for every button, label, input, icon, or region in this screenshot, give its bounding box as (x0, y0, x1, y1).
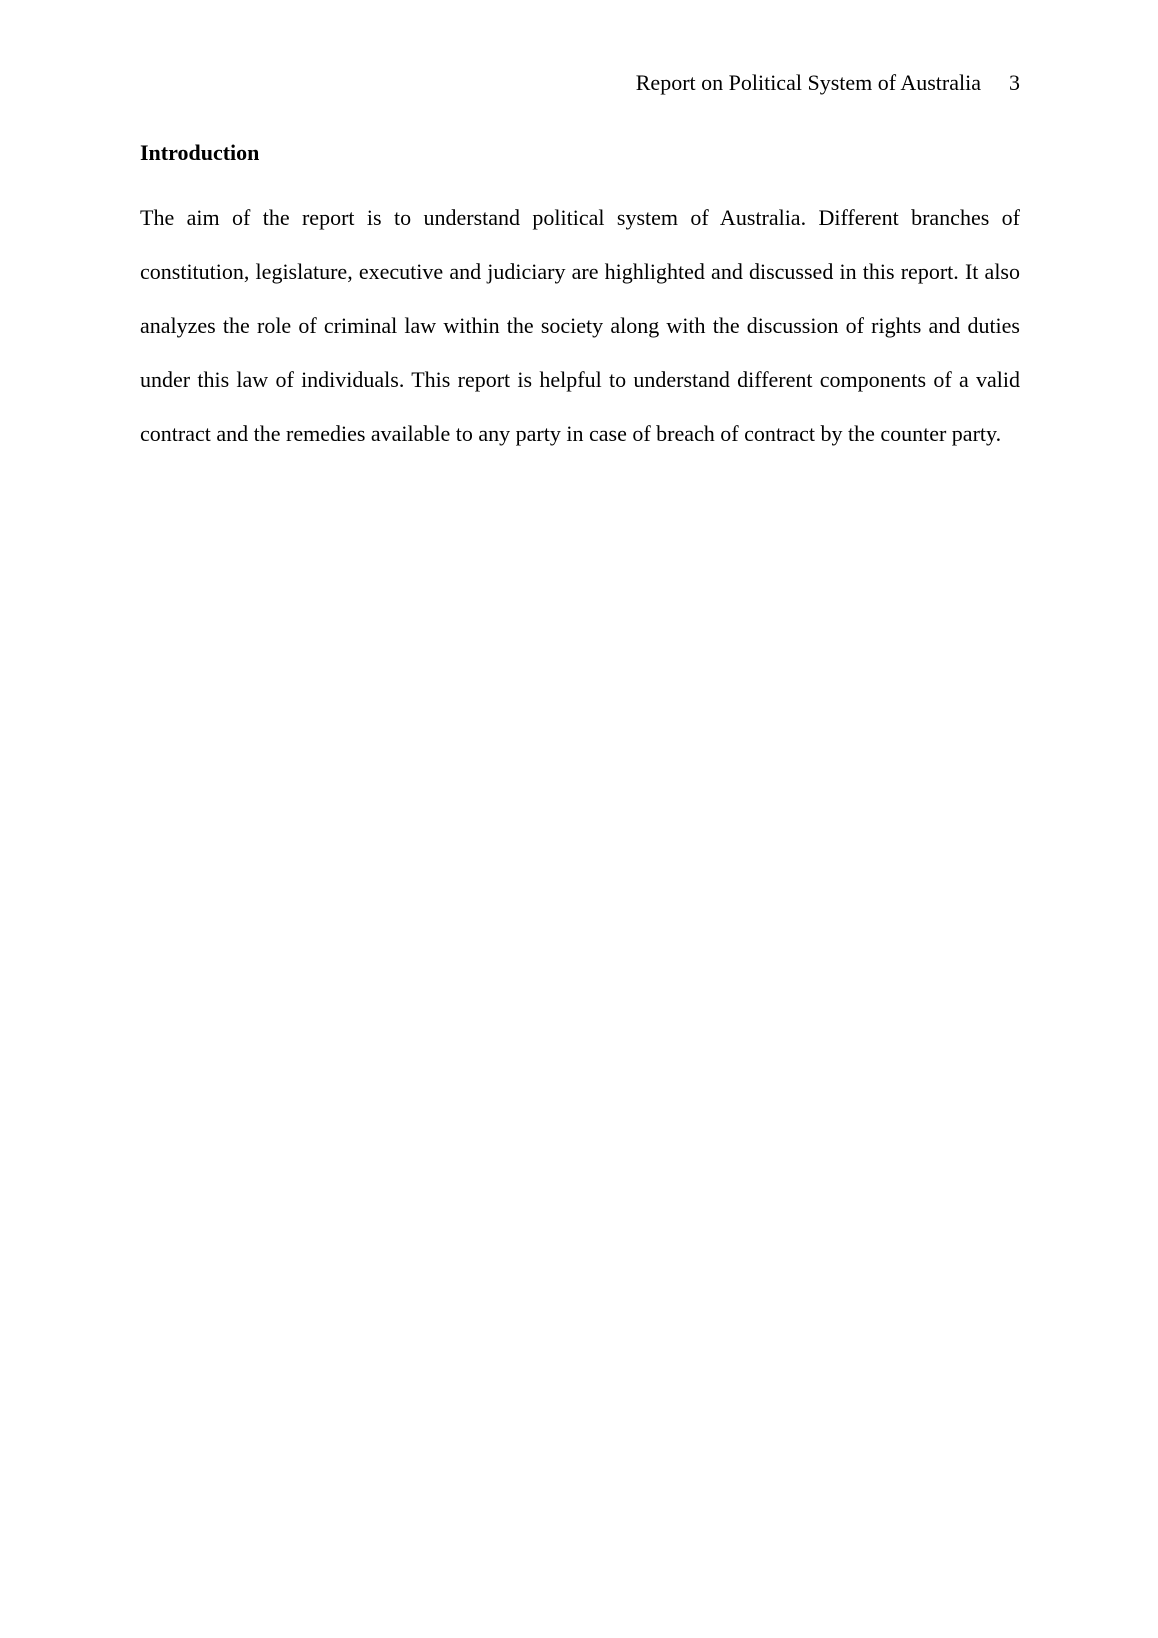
section-heading: Introduction (140, 140, 260, 165)
page-number: 3 (1009, 70, 1020, 95)
page-header (140, 68, 1020, 98)
introduction-paragraph: The aim of the report is to understand political system of Australia. Different branches of constitution, legislature, executive and judiciary are highlighted and discussed in this report. It also analyzes the role of criminal law within the society along with the discussion of rights and duties under this law of individuals. This report is helpful to understand different components of a valid contract and the remedies available to any party in case of breach of contract by the counter party. (140, 205, 1020, 446)
running-title: Report on Political System of Australia (635, 70, 981, 95)
